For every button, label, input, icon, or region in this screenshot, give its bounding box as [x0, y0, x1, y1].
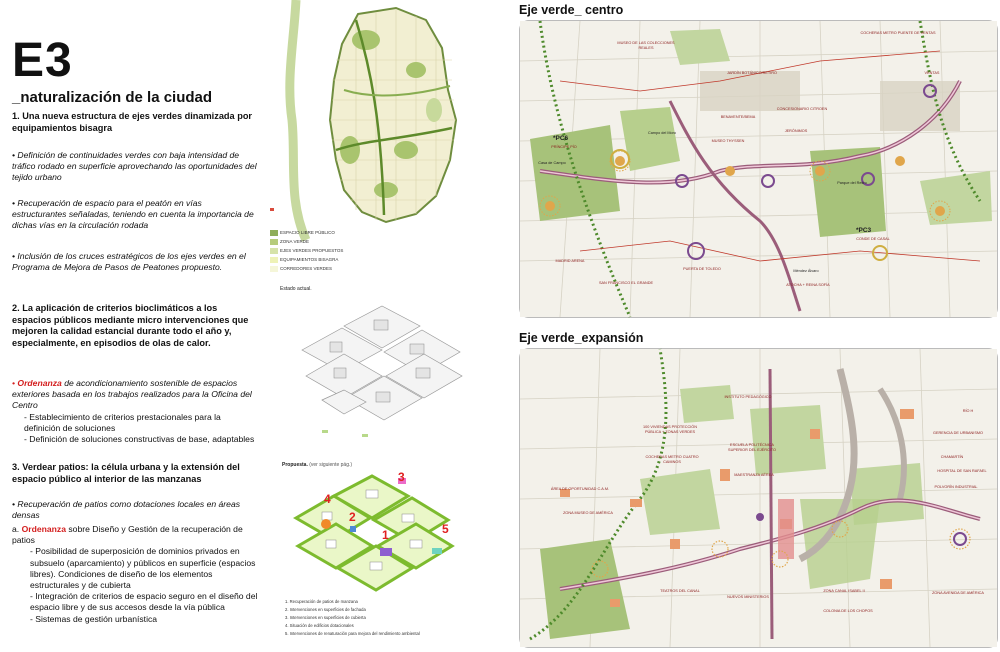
- label-hospital: HOSPITAL DE SAN RAFAEL: [937, 469, 987, 473]
- label-campo-moro: Campo del Moro: [647, 131, 677, 135]
- axonometric-current: [282, 290, 478, 440]
- bullet-2: [12, 198, 258, 232]
- label-polvorin: POLVORÍN INDUSTRIAL: [934, 485, 978, 489]
- label-puerta-toledo: PUERTA DE TOLEDO: [683, 267, 721, 271]
- marker-4: 4: [324, 492, 331, 506]
- bullet-4-text: Recuperación de patios como dotaciones locales en áreas densas: [12, 499, 241, 521]
- label-zona-avda: ZONA AVENIDA DE AMÉRICA: [932, 591, 984, 595]
- ordinance-1-sub-2: - Definición de soluciones constructivas de base, adaptables: [24, 434, 255, 445]
- section-subtitle: _naturalización de la ciudad: [12, 89, 213, 106]
- point-3: [12, 462, 258, 485]
- label-area-oportunidad: ÁREA DE OPORTUNIDAD C.A.M.: [550, 487, 610, 491]
- propuesta-title: Propuesta.: [282, 462, 308, 468]
- label-teatros: TEATROS DEL CANAL: [660, 589, 700, 593]
- ordinance-2: [12, 524, 258, 625]
- panel-expansion-title: Eje verde_expansión: [519, 331, 644, 345]
- point-2: [12, 303, 258, 349]
- note-5: 5. Intervenciones de renaturación para mejora del rendimiento ambiental: [285, 631, 420, 636]
- legend-3: EJES VERDES PROPUESTOS: [280, 248, 344, 253]
- map-expansion: [520, 349, 997, 647]
- estado-actual-label: Estado actual.: [280, 286, 312, 292]
- label-mendez: Méndez Álvaro: [793, 269, 819, 273]
- label-rio-h: RÍO H: [962, 409, 974, 413]
- note-4: 4. Situación de edificios dotacionales: [285, 623, 354, 628]
- map-centro: [520, 21, 997, 317]
- ordinance-2-sub-1: - Posibilidad de superposición de dominios privados en subsuelo (aparcamiento) y públicos en superficie (espacios libres). Condiciones de diseño de los elementos estructurales y de cubierta: [30, 546, 256, 591]
- panel-centro: [519, 20, 998, 318]
- label-nuevos-ministerios: NUEVOS MINISTERIOS: [727, 595, 769, 599]
- ordinance-2-sub-3: - Sistemas de gestión urbanística: [30, 613, 158, 624]
- point-1: [12, 111, 258, 134]
- legend-5: CORREDORES VERDES: [280, 266, 333, 271]
- ordinance-1-text: de acondicionamiento sostenible de espacios exteriores basada en los trabajos realizados para la Oficina del Centro: [12, 378, 252, 411]
- legend-1: ESPACIO LIBRE PÚBLICO: [280, 230, 335, 235]
- marker-5: 5: [442, 522, 449, 536]
- label-casa-campo: Casa de Campo: [538, 161, 566, 165]
- label-bema: BENAVENTE/BEMA: [720, 115, 756, 119]
- label-chamartin: CHAMARTÍN: [940, 455, 964, 459]
- label-concesionario: CONCESIONARIO CITROEN: [776, 107, 828, 111]
- bullet-1: [12, 150, 258, 184]
- bullet-mark: •: [12, 251, 16, 261]
- ordinance-2-letter: a.: [12, 524, 20, 534]
- label-jeronimos: JERÓNIMOS: [784, 129, 808, 133]
- label-zona-canal: ZONA CANAL ISABEL II: [823, 589, 865, 593]
- bullet-mark: •: [12, 150, 16, 160]
- label-viviendas: 100 VIVIENDAS PROTECCIÓN PÚBLICA + ZONAS VERDES: [642, 425, 697, 434]
- point-2-title: La aplicación de criterios bioclimáticos a los espacios públicos mediante micro intervenciones que mejoren la calidad estancial durante todo el año y, especialmente, en episodios de olas de calor.: [12, 303, 249, 348]
- label-maestranza: MAESTRANZA AÉREA: [734, 473, 774, 477]
- label-cocheras: COCHERAS METRO PUENTE DE VENTAS: [860, 31, 936, 35]
- bullet-3-text: Inclusión de los cruces estratégicos de los ejes verdes en el Programa de Mejora de Pasos de Peatones propuesto.: [12, 251, 246, 273]
- label-jardin: JARDÍN BOTÁNICO/RETIRO: [727, 71, 777, 75]
- point-2-number: 2.: [12, 303, 20, 313]
- text-column: [0, 0, 262, 651]
- label-museo: MUSEO DE LAS COLECCIONES REALES: [617, 41, 675, 50]
- point-3-number: 3.: [12, 462, 20, 472]
- label-pc6: *PC6: [553, 135, 569, 142]
- ordinance-2-sub-2: - Integración de criterios de espacio seguro en el diseño del espacio libre y de sus accesos desde la vía pública: [30, 591, 258, 613]
- label-zona-museo: ZONA MUSEO DE AMÉRICA: [563, 511, 613, 515]
- note-1: 1. Recuperación de patios de manzana: [285, 599, 358, 604]
- bullet-mark: •: [12, 378, 16, 388]
- label-atocha: ATOCHA + REINA SOFÍA: [786, 283, 830, 287]
- ordinance-2-label: Ordenanza: [21, 524, 66, 534]
- note-2: 2. Intervenciones en superficies de fachada: [285, 607, 366, 612]
- label-pc3-sub: CONDE DE CASAL: [856, 237, 890, 241]
- marker-3: 3: [398, 470, 405, 484]
- point-1-title: Una nueva estructura de ejes verdes dinamizada por equipamientos bisagra: [12, 111, 253, 133]
- proposal-notes: [285, 598, 420, 638]
- ordinance-2-text: sobre Diseño y Gestión de la recuperación de patios: [12, 524, 243, 546]
- bullet-1-text: Definición de continuidades verdes con baja intensidad de tráfico rodado en superficie aprovechando las oportunidades del tejido urbano: [12, 150, 257, 183]
- label-san-francisco: SAN FRANCISCO EL GRANDE: [598, 281, 654, 285]
- ordinance-1-label: Ordenanza: [17, 378, 62, 388]
- legend-4: EQUIPAMIENTOS BISAGRA: [280, 257, 339, 262]
- panel-centro-title: Eje verde_ centro: [519, 3, 624, 17]
- label-pc6-sub: PRÍNCIPE PÍO: [551, 145, 577, 149]
- point-3-title: Verdear patios: la célula urbana y la extensión del espacio público al interior de las manzanas: [12, 462, 240, 484]
- marker-2: 2: [349, 510, 356, 524]
- label-cocheras-metro: COCHERAS METRO CUATRO CAMINOS: [645, 455, 699, 464]
- label-escuela: ESCUELA POLITÉCNICA SUPERIOR DEL EJÉRCITO: [728, 443, 776, 452]
- label-pc3: *PC3: [856, 227, 872, 234]
- label-thyssen: MUSEO THYSSEN: [711, 139, 745, 143]
- point-1-number: 1.: [12, 111, 20, 121]
- propuesta-note: (ver siguiente pág.): [309, 462, 353, 468]
- bullet-3: [12, 251, 258, 273]
- note-3: 3. Intervenciones en superficies de cubierta: [285, 615, 366, 620]
- bullet-2-text: Recuperación de espacio para el peatón en vías estructurantes señaladas, teniendo en cuenta la importancia de dichas vías en la circulación rodada: [12, 198, 254, 231]
- label-gerencia: GERENCIA DE URBANISMO: [932, 431, 983, 435]
- label-instituto: INSTITUTO PEDAGÓGICO: [724, 395, 772, 399]
- section-code: E3: [12, 34, 73, 87]
- label-colonia: COLONIA DE LOS CHOPOS: [823, 609, 873, 613]
- panel-expansion: [519, 348, 998, 648]
- ordinance-1: [12, 378, 258, 445]
- ordinance-1-sub-1: - Establecimiento de criterios prestacionales para la definición de soluciones: [24, 411, 221, 433]
- label-parque-retiro: Parque del Retiro: [837, 181, 867, 185]
- legend-2: ZONA VERDE: [280, 239, 310, 244]
- bullet-mark: •: [12, 499, 16, 509]
- bullet-4: [12, 499, 258, 521]
- label-madrid-arena: MADRID ARENA: [555, 259, 585, 263]
- bullet-mark: •: [12, 198, 16, 208]
- label-ventas: VENTAS: [924, 71, 940, 75]
- marker-1: 1: [382, 528, 389, 542]
